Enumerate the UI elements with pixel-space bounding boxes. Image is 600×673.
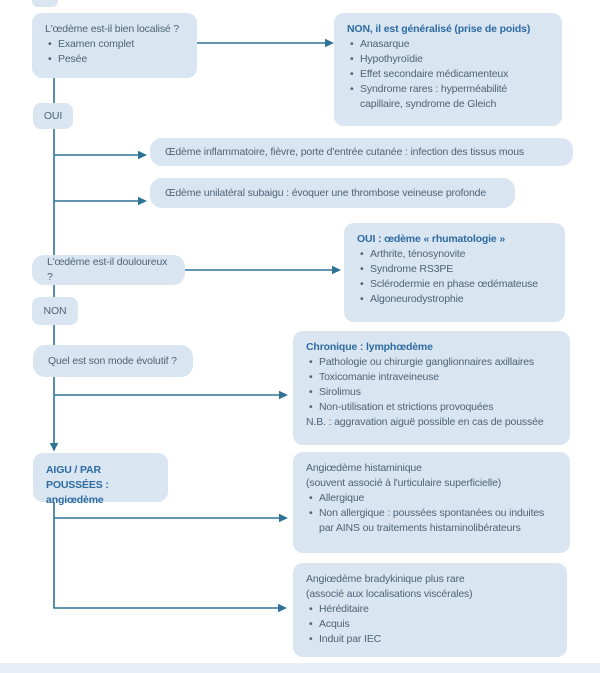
bullet-item: • Non-utilisation et strictions provoquées xyxy=(306,400,559,415)
generalise-box xyxy=(334,13,562,126)
unilateral-box xyxy=(150,178,515,208)
bullet-item: • Pesée xyxy=(45,52,186,67)
bullet-item: • Effet secondaire médicamenteux xyxy=(347,67,551,82)
histaminique-line2: (souvent associé à l'urticulaire superficielle) xyxy=(306,477,502,489)
bullet-item: • Examen complet xyxy=(45,37,186,52)
bullet-item: • Syndrome rares : hyperméabilité capillaire, syndrome de Gleich xyxy=(347,82,551,112)
histaminique-line1: Angiœdème histaminique xyxy=(306,462,422,474)
bullet-item: • Hypothyroïdie xyxy=(347,52,551,67)
bradykinique-line1: Angiœdème bradykinique plus rare xyxy=(306,573,465,585)
question-localise-box xyxy=(32,13,197,78)
answer-oui-label: OUI xyxy=(43,109,63,122)
bradykinique-box xyxy=(293,563,567,657)
generalise-title: NON, il est généralisé (prise de poids) xyxy=(347,23,531,35)
question-douloureux-box xyxy=(32,255,185,285)
bullet-item: • Pathologie ou chirurgie ganglionnaires axillaires xyxy=(306,355,559,370)
bradykinique-line2: (associé aux localisations viscérales) xyxy=(306,588,473,600)
inflammatoire-text: Œdème inflammatoire, fièvre, porte d'entrée cutanée : infection des tissus mous xyxy=(165,145,525,158)
rhumatologie-box xyxy=(344,223,565,322)
bullet-item: • Toxicomanie intraveineuse xyxy=(306,370,559,385)
aigu-line1: AIGU / PAR POUSSÉES : xyxy=(46,464,109,491)
bullet-item: • Induit par IEC xyxy=(306,632,556,647)
question-evolutif-text: Quel est son mode évolutif ? xyxy=(48,354,177,367)
bullet-item: • Algoneurodystrophie xyxy=(357,292,554,307)
question-localise-title: L'œdème est-il bien localisé ? xyxy=(45,23,180,35)
inflammatoire-box xyxy=(150,138,573,166)
histaminique-box xyxy=(293,452,570,553)
next-section-strip xyxy=(0,663,600,673)
answer-non-label: NON xyxy=(43,304,67,317)
bullet-item: • Acquis xyxy=(306,617,556,632)
bullet-item: • Sclérodermie en phase œdémateuse xyxy=(357,277,554,292)
bullet-item: • Non allergique : poussées spontanées ou induites par AINS ou traitements histaminolibérateurs xyxy=(306,506,559,536)
chronique-box xyxy=(293,331,570,445)
bullet-item: • Sirolimus xyxy=(306,385,559,400)
bullet-item: • Anasarque xyxy=(347,37,551,52)
bullet-item: • Arthrite, ténosynovite xyxy=(357,247,554,262)
chronique-note: N.B. : aggravation aiguë possible en cas de poussée xyxy=(306,416,544,428)
bullet-item: • Allergique xyxy=(306,491,559,506)
aigu-line2: angiœdème xyxy=(46,494,104,506)
unilateral-text: Œdème unilatéral subaigu : évoquer une thrombose veineuse profonde xyxy=(165,186,487,199)
bullet-item: • Syndrome RS3PE xyxy=(357,262,554,277)
bullet-item: • Héréditaire xyxy=(306,602,556,617)
answer-non-badge xyxy=(32,297,78,325)
rhumatologie-title: OUI : œdème « rhumatologie » xyxy=(357,233,506,245)
question-douloureux-text: L'œdème est-il douloureux ? xyxy=(47,256,168,283)
chronique-title: Chronique : lymphœdème xyxy=(306,341,433,353)
answer-oui-badge xyxy=(33,103,73,129)
question-evolutif-box xyxy=(33,345,193,377)
cutoff-element-top xyxy=(32,0,58,7)
aigu-box xyxy=(33,453,168,506)
